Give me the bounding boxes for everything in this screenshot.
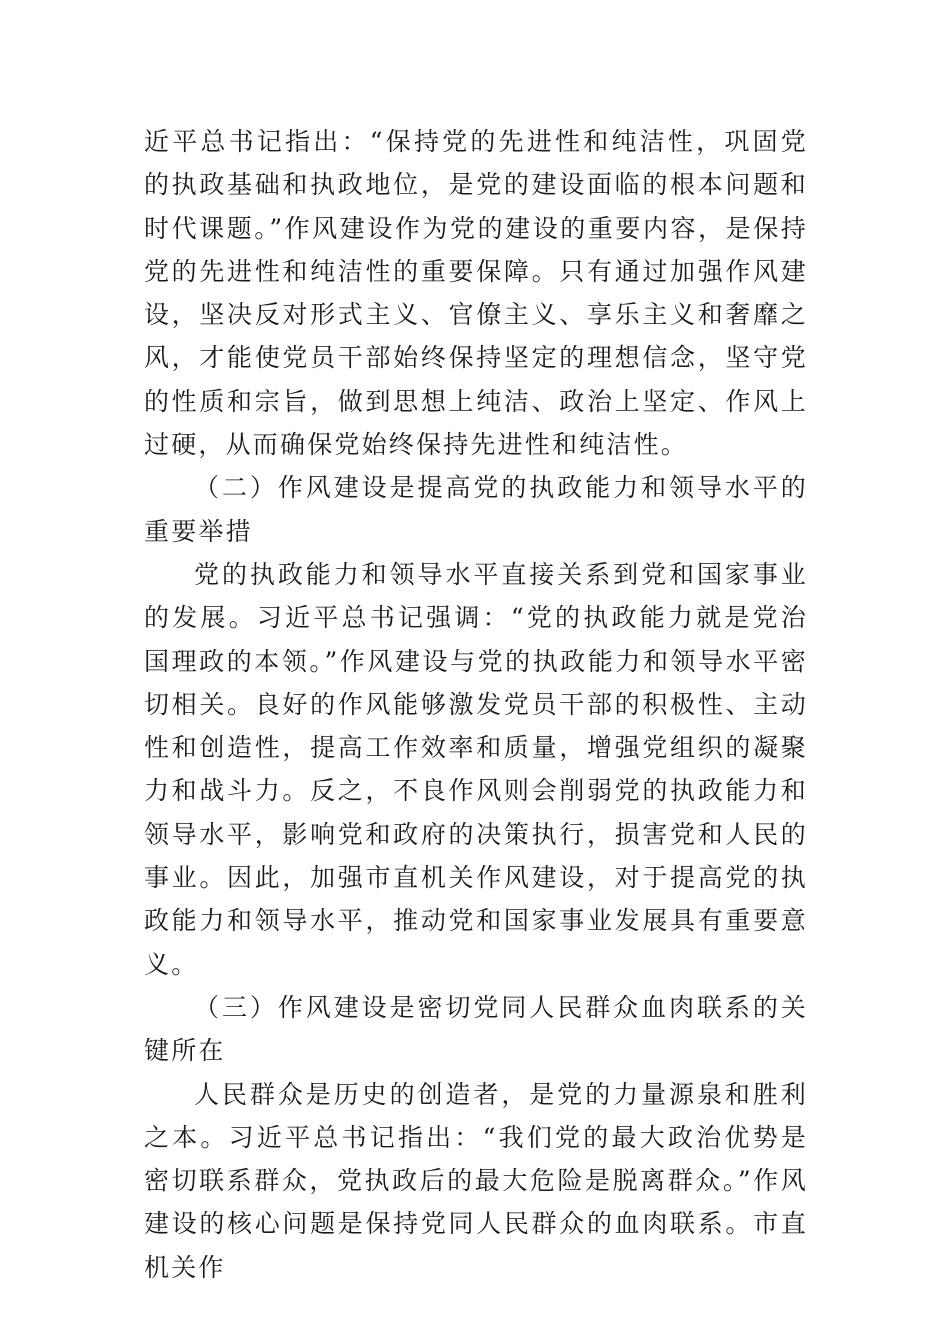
section-heading-2: （二）作风建设是提高党的执政能力和领导水平的重要举措: [144, 473, 808, 546]
body-paragraph-1: 近平总书记指出：“保持党的先进性和纯洁性，巩固党的执政基础和执政地位，是党的建设面临的根本问题和时代课题。”作风建设作为党的建设的重要内容，是保持党的先进性和纯洁性的重要保障。只有通过加强作风建设，坚决反对形式主义、官僚主义、享乐主义和奢靡之风，才能使党员干部始终保持坚定的理想信念，坚守党的性质和宗旨，做到思想上纯洁、政治上坚定、作风上过硬，从而确保党始终保持先进性和纯洁性。: [144, 127, 808, 460]
body-paragraph-3: 人民群众是历史的创造者，是党的力量源泉和胜利之本。习近平总书记指出：“我们党的最大政治优势是密切联系群众，党执政后的最大危险是脱离群众。”作风建设的核心问题是保持党同人民群众的血肉联系。市直机关作: [144, 1079, 808, 1282]
document-body: [144, 120, 808, 1289]
body-paragraph-2: 党的执政能力和领导水平直接关系到党和国家事业的发展。习近平总书记强调：“党的执政能力就是党治国理政的本领。”作风建设与党的执政能力和领导水平密切相关。良好的作风能够激发党员干部的积极性、主动性和创造性，提高工作效率和质量，增强党组织的凝聚力和战斗力。反之，不良作风则会削弱党的执政能力和领导水平，影响党和政府的决策执行，损害党和人民的事业。因此，加强市直机关作风建设，对于提高党的执政能力和领导水平，推动党和国家事业发展具有重要意义。: [144, 559, 808, 979]
section-heading-3: （三）作风建设是密切党同人民群众血肉联系的关键所在: [144, 992, 808, 1066]
